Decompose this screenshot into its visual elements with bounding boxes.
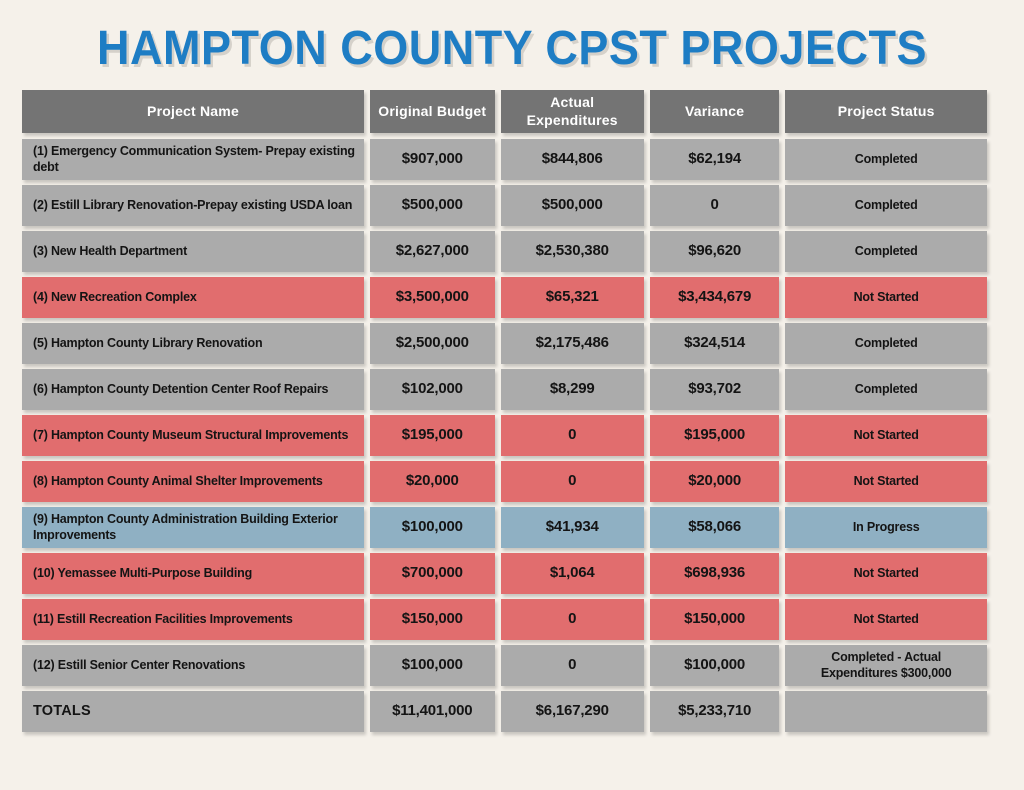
original-budget-cell: $907,000 (370, 139, 495, 180)
variance-cell: $698,936 (650, 553, 779, 594)
variance-cell: $324,514 (650, 323, 779, 364)
table-row (22, 369, 987, 410)
project-status-cell: Not Started (785, 599, 987, 640)
actual-expenditures-cell: 0 (501, 599, 644, 640)
project-name-cell: (12) Estill Senior Center Renovations (22, 645, 364, 686)
variance-cell: $93,702 (650, 369, 779, 410)
variance-cell: $20,000 (650, 461, 779, 502)
project-name-cell: (7) Hampton County Museum Structural Improvements (22, 415, 364, 456)
project-status-cell: Completed - Actual Expenditures $300,000 (785, 645, 987, 686)
actual-expenditures-cell: 0 (501, 461, 644, 502)
original-budget-cell: $3,500,000 (370, 277, 495, 318)
project-status-cell: In Progress (785, 507, 987, 548)
table-row (22, 277, 987, 318)
project-name-cell: (2) Estill Library Renovation-Prepay existing USDA loan (22, 185, 364, 226)
project-status-cell: Completed (785, 231, 987, 272)
original-budget-cell: $150,000 (370, 599, 495, 640)
totals-row (22, 691, 987, 732)
table-row (22, 139, 987, 180)
table-header-row (22, 90, 987, 133)
table-row (22, 461, 987, 502)
project-name-cell: (8) Hampton County Animal Shelter Improvements (22, 461, 364, 502)
project-name-cell: (3) New Health Department (22, 231, 364, 272)
table-row (22, 415, 987, 456)
original-budget-cell: $500,000 (370, 185, 495, 226)
project-status-cell: Not Started (785, 553, 987, 594)
project-name-cell: (5) Hampton County Library Renovation (22, 323, 364, 364)
table-row (22, 553, 987, 594)
actual-expenditures-cell: $65,321 (501, 277, 644, 318)
table-row (22, 185, 987, 226)
column-header-project-name: Project Name (22, 90, 364, 133)
table-row (22, 323, 987, 364)
totals-original-budget: $11,401,000 (370, 691, 495, 732)
project-status-cell: Completed (785, 323, 987, 364)
original-budget-cell: $195,000 (370, 415, 495, 456)
variance-cell: 0 (650, 185, 779, 226)
project-name-cell: (10) Yemassee Multi-Purpose Building (22, 553, 364, 594)
actual-expenditures-cell: 0 (501, 415, 644, 456)
table-row (22, 645, 987, 686)
table-body (22, 139, 987, 732)
actual-expenditures-cell: $2,175,486 (501, 323, 644, 364)
project-status-cell: Not Started (785, 277, 987, 318)
project-status-cell: Completed (785, 139, 987, 180)
column-header-variance: Variance (650, 90, 779, 133)
table-row (22, 599, 987, 640)
original-budget-cell: $2,500,000 (370, 323, 495, 364)
column-header-actual-expenditures: Actual Expenditures (501, 90, 644, 133)
project-name-cell: (11) Estill Recreation Facilities Improvements (22, 599, 364, 640)
project-name-cell: (4) New Recreation Complex (22, 277, 364, 318)
variance-cell: $58,066 (650, 507, 779, 548)
original-budget-cell: $102,000 (370, 369, 495, 410)
project-status-cell: Not Started (785, 415, 987, 456)
actual-expenditures-cell: $41,934 (501, 507, 644, 548)
project-name-cell: (1) Emergency Communication System- Prepay existing debt (22, 139, 364, 180)
project-status-cell: Completed (785, 369, 987, 410)
variance-cell: $62,194 (650, 139, 779, 180)
actual-expenditures-cell: $8,299 (501, 369, 644, 410)
totals-variance: $5,233,710 (650, 691, 779, 732)
original-budget-cell: $2,627,000 (370, 231, 495, 272)
table-row (22, 507, 987, 548)
column-header-project-status: Project Status (785, 90, 987, 133)
original-budget-cell: $100,000 (370, 645, 495, 686)
totals-status-empty (785, 691, 987, 732)
table-row (22, 231, 987, 272)
project-status-cell: Not Started (785, 461, 987, 502)
actual-expenditures-cell: $1,064 (501, 553, 644, 594)
original-budget-cell: $700,000 (370, 553, 495, 594)
original-budget-cell: $100,000 (370, 507, 495, 548)
column-header-original-budget: Original Budget (370, 90, 495, 133)
project-name-cell: (9) Hampton County Administration Building Exterior Improvements (22, 507, 364, 548)
original-budget-cell: $20,000 (370, 461, 495, 502)
variance-cell: $100,000 (650, 645, 779, 686)
actual-expenditures-cell: $500,000 (501, 185, 644, 226)
actual-expenditures-cell: 0 (501, 645, 644, 686)
page-title: HAMPTON COUNTY CPST PROJECTS (97, 19, 927, 75)
variance-cell: $96,620 (650, 231, 779, 272)
actual-expenditures-cell: $844,806 (501, 139, 644, 180)
variance-cell: $3,434,679 (650, 277, 779, 318)
actual-expenditures-cell: $2,530,380 (501, 231, 644, 272)
totals-label: TOTALS (22, 691, 364, 732)
project-status-cell: Completed (785, 185, 987, 226)
variance-cell: $150,000 (650, 599, 779, 640)
variance-cell: $195,000 (650, 415, 779, 456)
projects-table (22, 90, 987, 737)
totals-actual-expenditures: $6,167,290 (501, 691, 644, 732)
project-name-cell: (6) Hampton County Detention Center Roof Repairs (22, 369, 364, 410)
